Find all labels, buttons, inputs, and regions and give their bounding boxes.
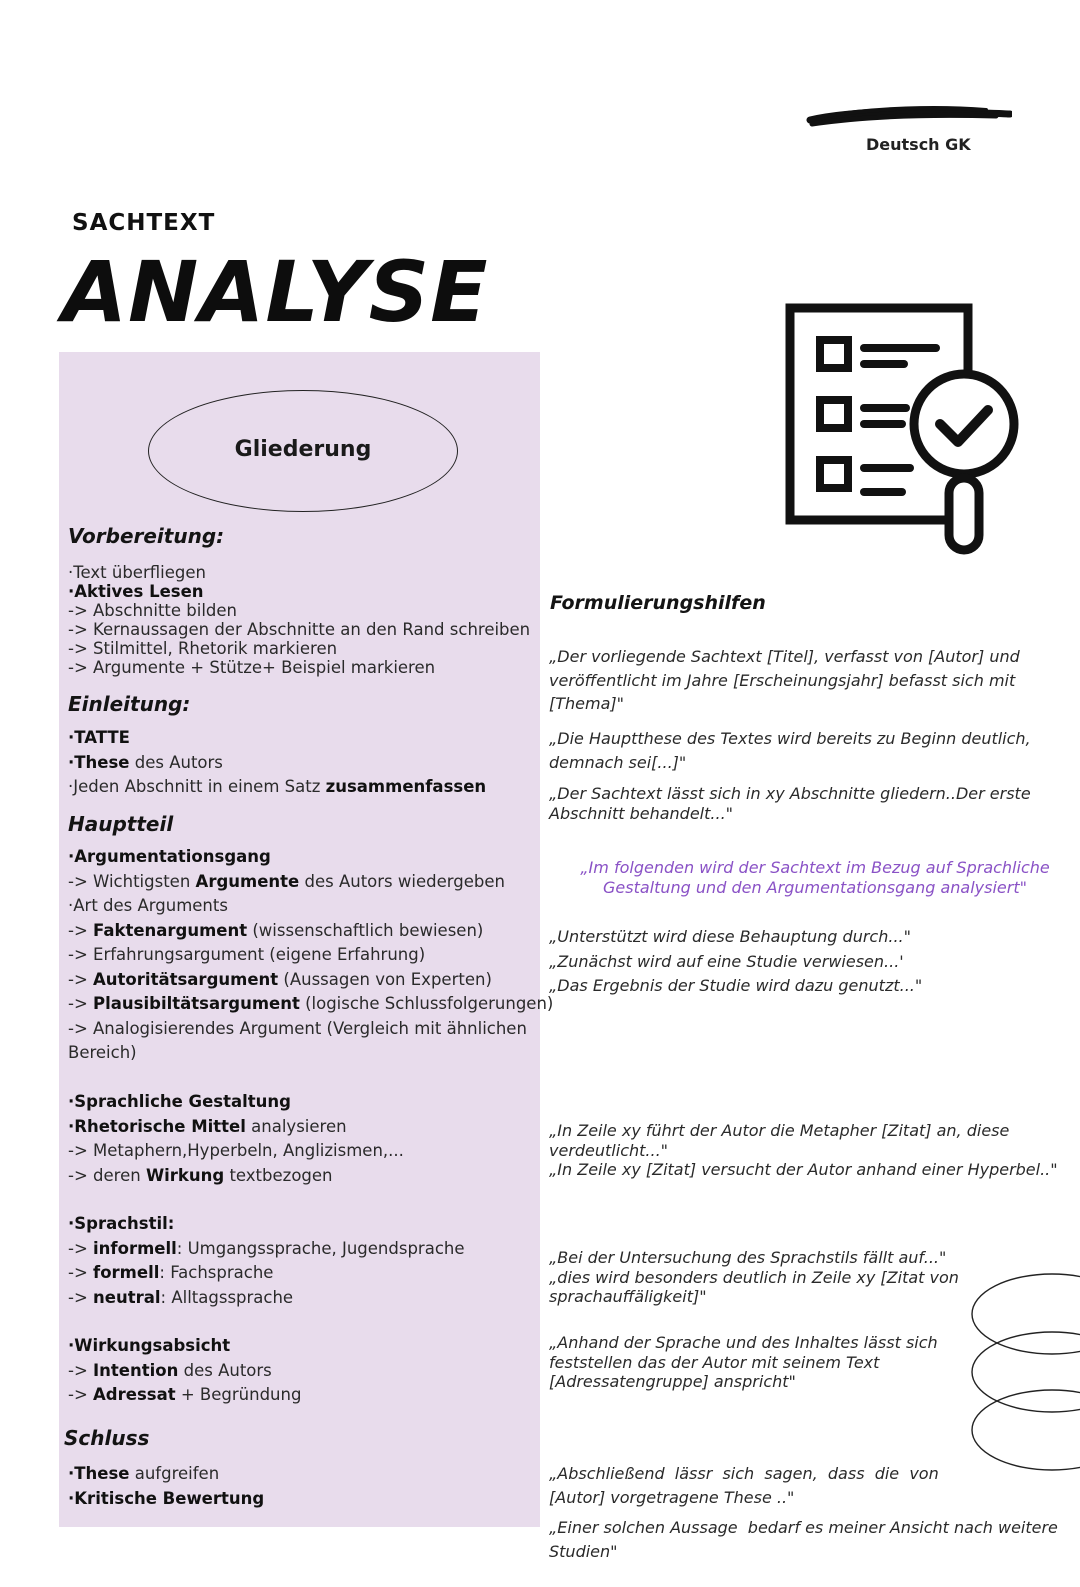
phrase-schluss: „Abschließend lässr sich sagen, dass die von [Autor] vorgetragene These ..": [549, 1464, 939, 1507]
list-item: -> Stilmittel, Rhetorik markieren: [68, 639, 338, 658]
list-item: -> Intention des Autors: [68, 1360, 272, 1380]
phrase-bewertung: „Einer solchen Aussage bedarf es meiner Ansicht nach weitere Studien": [549, 1518, 1058, 1561]
list-item: -> Analogisierendes Argument (Vergleich mit ähnlichen: [68, 1018, 527, 1038]
list-item: -> Erfahrungsargument (eigene Erfahrung): [68, 945, 426, 964]
list-item: -> Wichtigsten Argumente des Autors wiedergeben: [68, 871, 505, 891]
heading-hauptteil: Hauptteil: [68, 812, 174, 836]
gliederung-label: Gliederung: [234, 437, 372, 462]
list-item: -> Metaphern,Hyperbeln, Anglizismen,...: [68, 1141, 404, 1160]
schluss-list: [68, 1462, 264, 1511]
heading-formulierungshilfen: Formulierungshilfen: [550, 592, 766, 614]
phrase-wirkung: „Anhand der Sprache und des Inhaltes lässt sich feststellen das der Autor mit seinem Text [Adressatengruppe] anspricht": [549, 1333, 938, 1391]
vorbereitung-list: [68, 563, 530, 677]
sprache-list: [68, 1090, 404, 1188]
phrase-gliederung: „Der Sachtext lässt sich in xy Abschnitte gliedern..Der erste Abschnitt behandelt...": [549, 784, 1031, 823]
list-item: -> informell: Umgangssprache, Jugendsprache: [68, 1238, 465, 1258]
list-item: -> Faktenargument (wissenschaftlich bewiesen): [68, 920, 484, 940]
list-item: ·Sprachstil:: [68, 1214, 175, 1233]
phrase-hauptthese: „Die Hauptthese des Textes wird bereits zu Beginn deutlich, demnach sei[...]": [549, 729, 1031, 772]
list-item: ·Text überfliegen: [68, 563, 206, 582]
sprachstil-list: [68, 1212, 465, 1310]
list-item: ·Rhetorische Mittel analysieren: [68, 1116, 347, 1136]
phrase-sprachstil: „Bei der Untersuchung des Sprachstils fällt auf..." „dies wird besonders deutlich in Zeile xy [Zitat von sprachauffäligkeit]": [549, 1248, 959, 1306]
page-title: ANALYSE: [62, 243, 489, 341]
list-item: ·Art des Arguments: [68, 896, 228, 915]
list-item: ·Aktives Lesen: [68, 582, 204, 601]
list-item: ·TATTE: [68, 728, 130, 747]
list-item: -> Plausibiltätsargument (logische Schlussfolgerungen): [68, 994, 554, 1013]
list-item: ·These aufgreifen: [68, 1464, 220, 1483]
list-item: -> Kernaussagen der Abschnitte an den Rand schreiben: [68, 620, 531, 639]
list-item: ·Argumentationsgang: [68, 847, 271, 866]
list-item: -> Argumente + Stütze+ Beispiel markieren: [68, 658, 436, 677]
list-item: -> deren Wirkung textbezogen: [68, 1165, 333, 1185]
phrase-argumente: „Unterstützt wird diese Behauptung durch..." „Zunächst wird auf eine Studie verwiesen...' „Das Ergebnis der Studie wird dazu genutzt...": [549, 927, 923, 995]
checklist-magnifier-icon: [776, 296, 1026, 560]
course-label: Deutsch GK: [866, 135, 971, 154]
phrase-rhetorik: „In Zeile xy führt der Autor die Metapher [Zitat] an, diese verdeutlicht..." „In Zeile xy [Zitat] versucht der Autor anhand einer Hyperbel..": [549, 1121, 1058, 1179]
list-item: ·Sprachliche Gestaltung: [68, 1092, 291, 1111]
list-item: -> Abschnitte bilden: [68, 601, 238, 620]
redacted-name-scribble: [806, 104, 1012, 130]
phrase-ueberleitung: „Im folgenden wird der Sachtext im Bezug auf Sprachliche Gestaltung und den Argumentationsgang analysiert": [580, 858, 1050, 897]
heading-einleitung: Einleitung:: [68, 692, 191, 716]
list-item: -> formell: Fachsprache: [68, 1263, 274, 1282]
list-item: -> neutral: Alltagssprache: [68, 1287, 294, 1307]
list-item: -> Adressat + Begründung: [68, 1385, 302, 1404]
list-item: -> Autoritätsargument (Aussagen von Experten): [68, 969, 492, 989]
heading-schluss: Schluss: [64, 1426, 150, 1450]
list-item: ·These des Autors: [68, 752, 223, 772]
list-item: Bereich): [68, 1043, 137, 1062]
wirkungsabsicht-list: [68, 1334, 301, 1408]
list-item: ·Kritische Bewertung: [68, 1488, 265, 1508]
phrase-einleitung: „Der vorliegende Sachtext [Titel], verfasst von [Autor] und veröffentlicht im Jahre [Erscheinungsjahr] befasst sich mit [Thema]": [549, 647, 1020, 713]
decorative-rings: [966, 1270, 1080, 1480]
list-item: ·Jeden Abschnitt in einem Satz zusammenfassen: [68, 777, 487, 796]
einleitung-list: [68, 726, 486, 800]
hauptteil-list: [68, 845, 553, 1066]
heading-vorbereitung: Vorbereitung:: [68, 524, 225, 548]
list-item: ·Wirkungsabsicht: [68, 1336, 231, 1355]
page-supertitle: SACHTEXT: [72, 210, 216, 236]
